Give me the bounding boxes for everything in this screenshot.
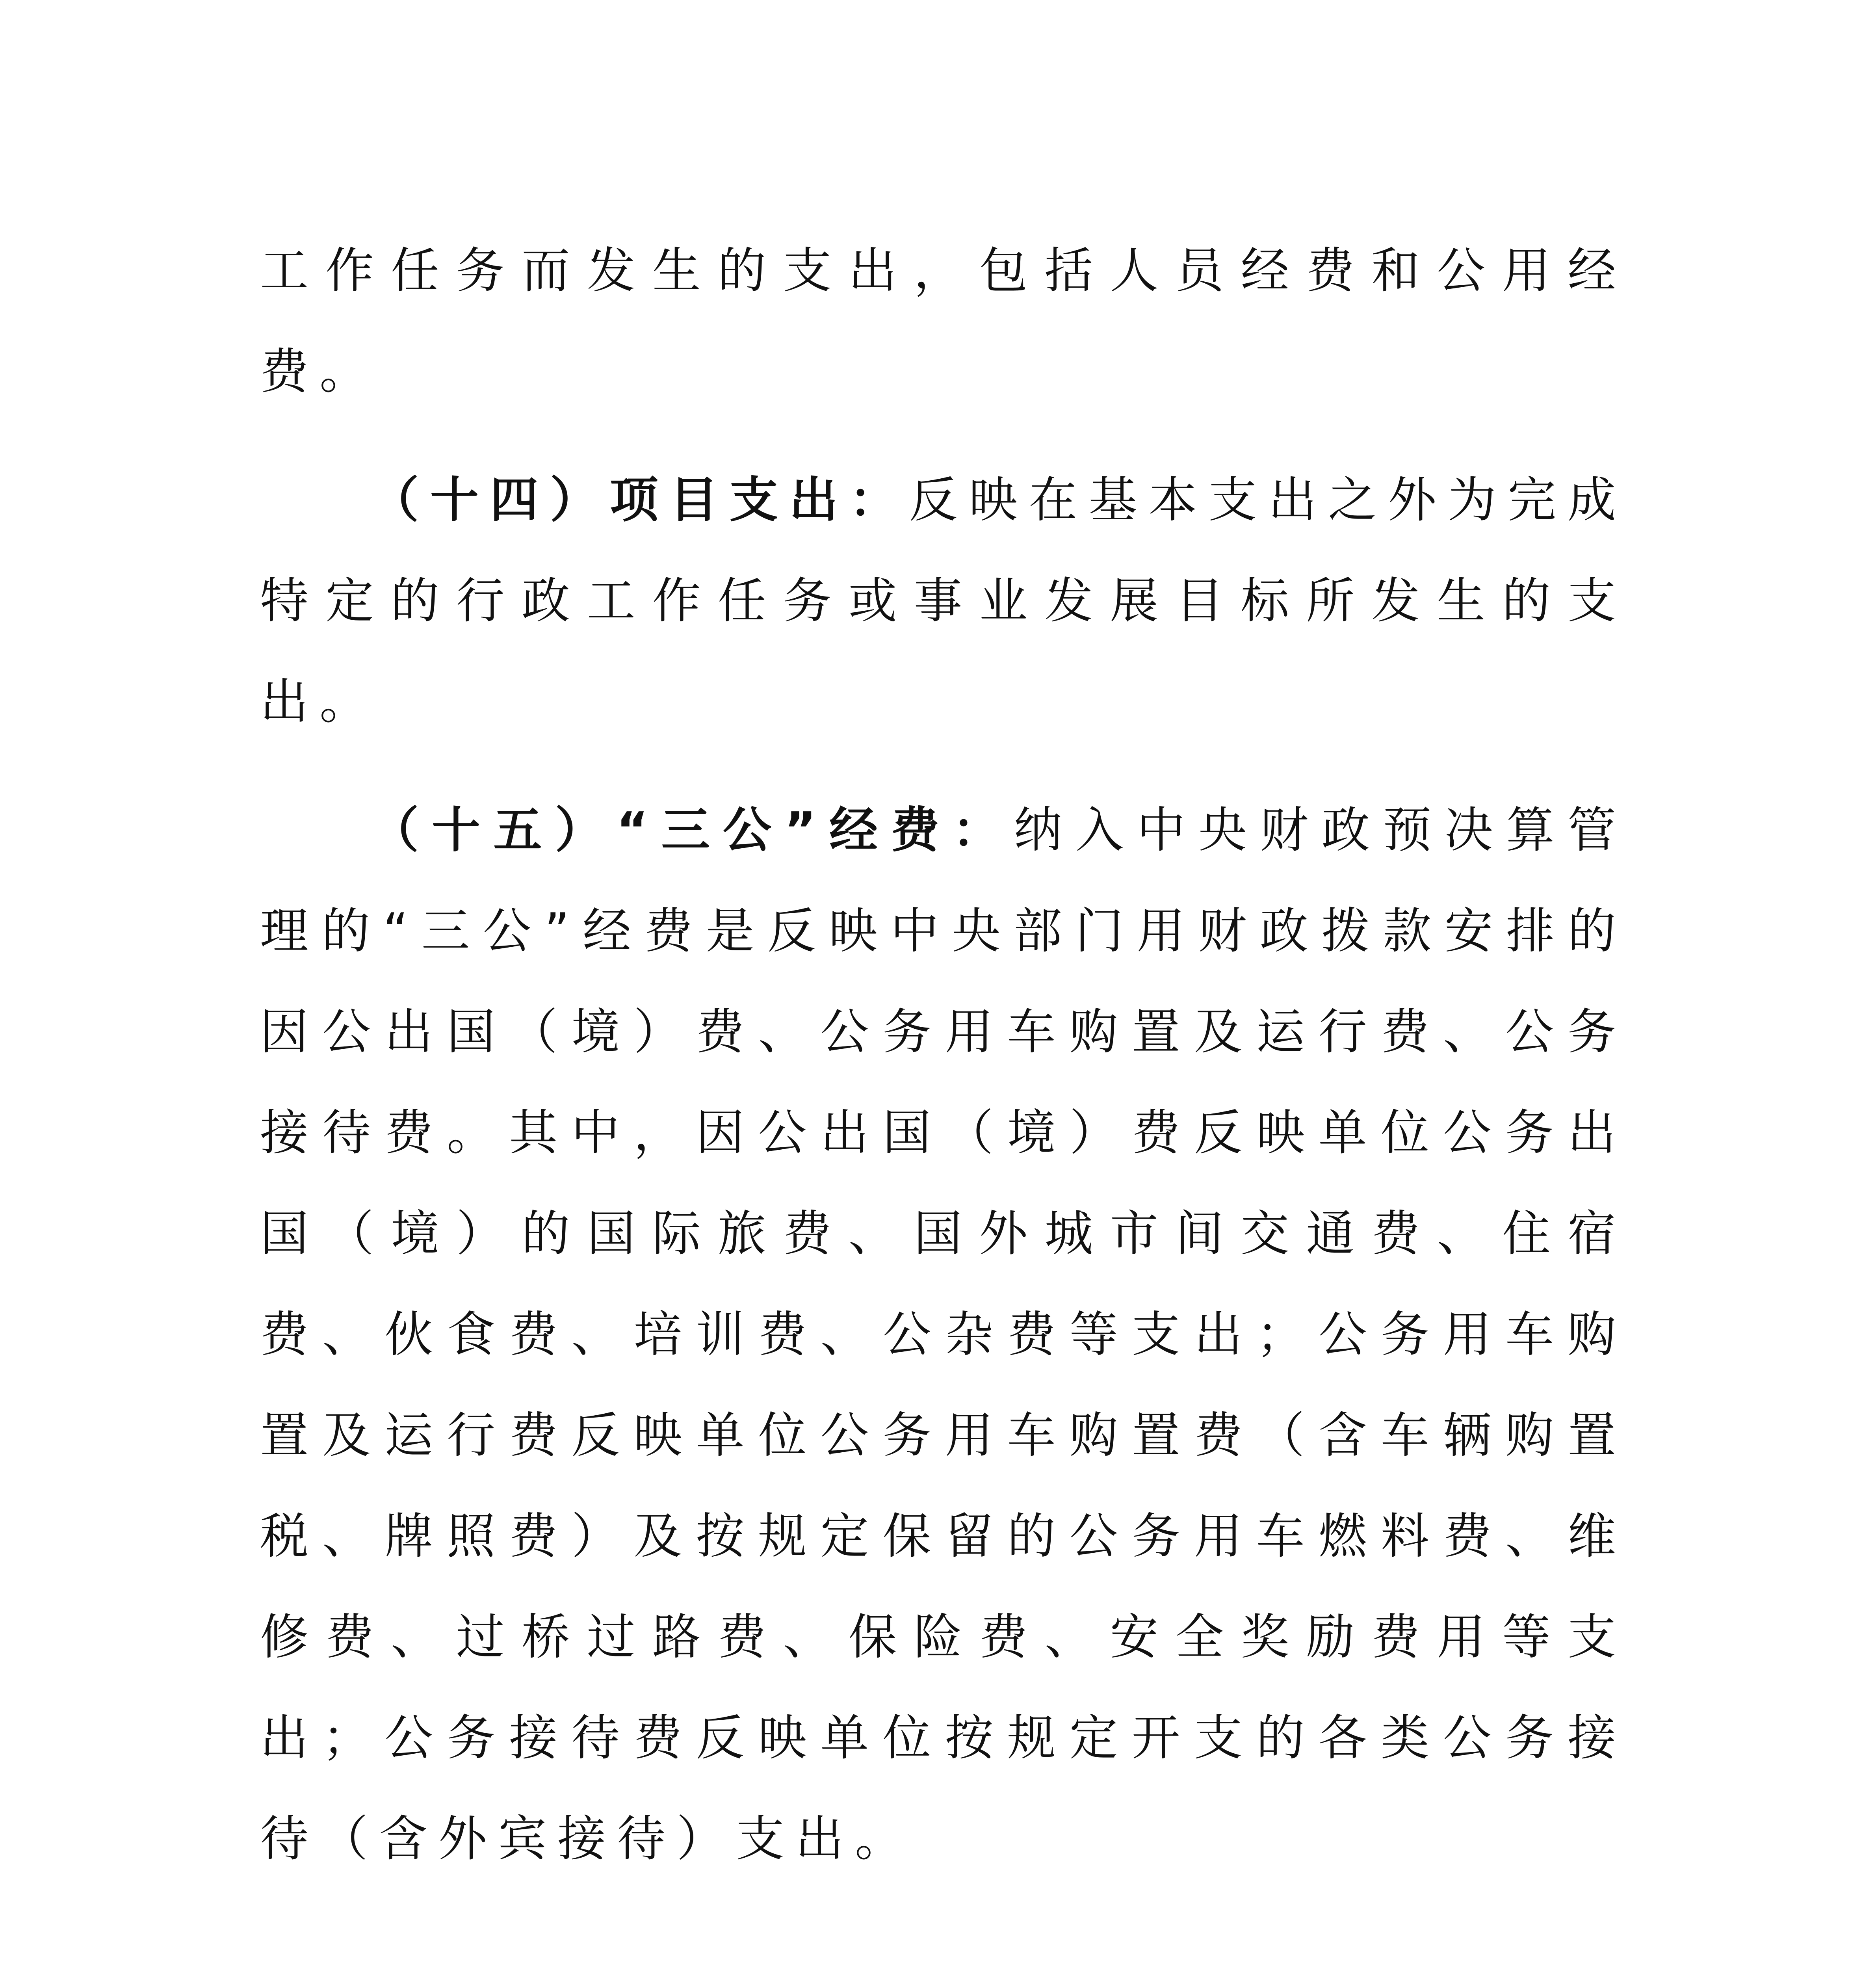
paragraph-three-public-expenses bbox=[260, 780, 1627, 1890]
paragraph-continuation bbox=[260, 221, 1627, 422]
paragraph-heading: （十四）项目支出： bbox=[370, 472, 909, 528]
body-text bbox=[260, 221, 1627, 1890]
paragraph-text: 反映在基本支出之外为完成特定的行政工作任务或事业发展目标所发生的支出。 bbox=[260, 472, 1627, 730]
paragraph-text: 工作任务而发生的支出，包括人员经费和公用经费。 bbox=[260, 243, 1627, 400]
paragraph-heading: （十五）“三公”经费： bbox=[370, 802, 1014, 859]
paragraph-project-expenditure bbox=[260, 450, 1627, 753]
paragraph-text: 纳入中央财政预决算管理的“三公”经费是反映中央部门用财政拨款安排的因公出国（境）费、公务用车购置及运行费、公务接待费。其中，因公出国（境）费反映单位公务出国（境）的国际旅费、国外城市间交通费、住宿费、伙食费、培训费、公杂费等支出；公务用车购置及运行费反映单位公务用车购置费（含车辆购置税、牌照费）及按规定保留的公务用车燃料费、维修费、过桥过路费、保险费、安全奖励费用等支出；公务接待费反映单位按规定开支的各类公务接待（含外宾接待）支出。 bbox=[260, 802, 1627, 1867]
